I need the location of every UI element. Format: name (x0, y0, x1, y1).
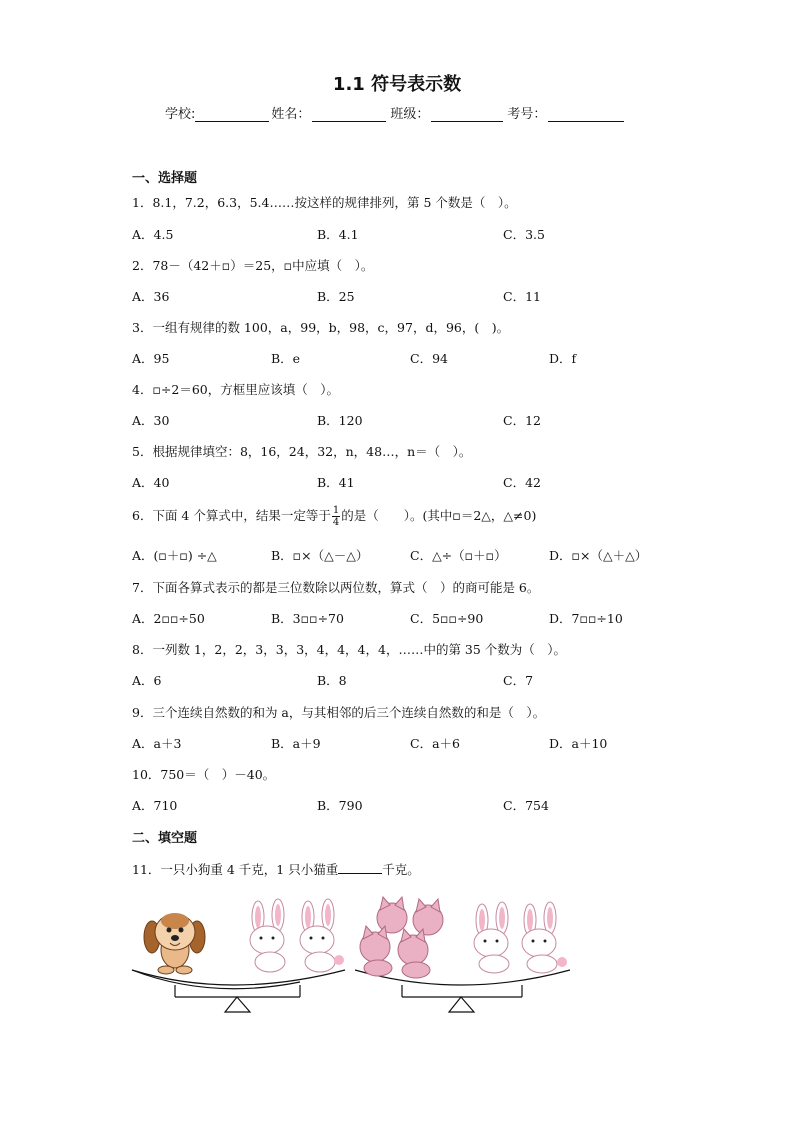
q6-option-d[interactable]: D．▫×（△＋△） (549, 548, 648, 563)
q6-text-a: 6．下面 4 个算式中，结果一定等于 (132, 508, 331, 523)
page-title: 1.1 符号表示数 (332, 74, 462, 95)
q1-option-c[interactable]: C．3.5 (503, 227, 545, 242)
q7-option-a[interactable]: A．2▫▫÷50 (132, 611, 205, 626)
question-2: 2．78－（42＋▫）＝25，▫中应填（ ）。 (132, 258, 374, 273)
question-7: 7．下面各算式表示的都是三位数除以两位数，算式（ ）的商可能是 6。 (132, 580, 540, 595)
q4-option-c[interactable]: C．12 (503, 413, 541, 428)
q11-text-a: 11．一只小狗重 4 千克，1 只小猫重 (132, 862, 339, 877)
question-9: 9．三个连续自然数的和为 a，与其相邻的后三个连续自然数的和是（ ）。 (132, 705, 546, 720)
q9-option-c[interactable]: C．a＋6 (410, 736, 460, 751)
left-balance (132, 970, 345, 1012)
q10-option-a[interactable]: A．710 (132, 798, 178, 813)
rabbit-icon (250, 899, 285, 972)
q7-option-b[interactable]: B．3▫▫÷70 (271, 611, 344, 626)
right-balance (355, 970, 570, 1012)
question-3: 3．一组有规律的数 100，a，99，b，98，c，97，d，96，( )。 (132, 320, 510, 335)
rabbit-icon (474, 902, 509, 973)
q6-option-a[interactable]: A．(▫＋▫) ÷△ (132, 548, 217, 563)
q10-option-b[interactable]: B．790 (317, 798, 363, 813)
q3-option-d[interactable]: D．f (549, 351, 577, 366)
q9-option-d[interactable]: D．a＋10 (549, 736, 608, 751)
fraction-denominator: 4 (332, 517, 340, 528)
cat-icon (360, 926, 392, 976)
cat-icon (377, 897, 407, 933)
rabbit-icon (522, 902, 567, 973)
rabbit-icon (300, 899, 344, 972)
left-fulcrum (225, 997, 250, 1012)
q11-text-b: 千克。 (382, 862, 420, 877)
question-4: 4．▫÷2＝60，方框里应该填（ ）。 (132, 382, 340, 397)
q8-option-c[interactable]: C．7 (503, 673, 534, 688)
dog-icon (144, 913, 205, 974)
q6-option-c[interactable]: C．△÷（▫＋▫） (410, 548, 507, 563)
question-10: 10．750＝（ ）－40。 (132, 767, 276, 782)
q3-option-a[interactable]: A．95 (132, 351, 170, 366)
fraction-numerator: 1 (332, 505, 340, 516)
q9-option-b[interactable]: B．a＋9 (271, 736, 321, 751)
q8-option-b[interactable]: B．8 (317, 673, 347, 688)
number-label: 考号： (507, 107, 547, 122)
class-label: 班级： (390, 107, 430, 122)
name-label: 姓名： (271, 107, 311, 122)
q2-option-b[interactable]: B．25 (317, 289, 355, 304)
q6-option-b[interactable]: B．▫×（△－△） (271, 548, 369, 563)
q1-option-a[interactable]: A．4.5 (132, 227, 174, 242)
q5-option-b[interactable]: B．41 (317, 475, 355, 490)
q4-option-a[interactable]: A．30 (132, 413, 170, 428)
left-pan-left (132, 970, 300, 989)
q6-text-b: 的是（ ）。(其中▫＝2△，△≠0) (341, 508, 537, 523)
q2-option-a[interactable]: A．36 (132, 289, 170, 304)
q5-option-a[interactable]: A．40 (132, 475, 170, 490)
q2-option-c[interactable]: C．11 (503, 289, 541, 304)
q4-option-b[interactable]: B．120 (317, 413, 363, 428)
question-1: 1．8.1，7.2，6.3，5.4……按这样的规律排列，第 5 个数是（ ）。 (132, 195, 517, 210)
q3-option-c[interactable]: C．94 (410, 351, 448, 366)
question-8: 8．一列数 1，2，2，3，3，3，4，4，4，4，……中的第 35 个数为（ ）。 (132, 642, 567, 657)
question-5: 5．根据规律填空：8，16，24，32，n，48…，n＝（ ）。 (132, 444, 472, 459)
q7-option-c[interactable]: C．5▫▫÷90 (410, 611, 484, 626)
section-heading-fill: 二、填空题 (132, 831, 198, 846)
cat-icon (398, 929, 430, 978)
right-fulcrum (449, 997, 474, 1012)
q1-option-b[interactable]: B．4.1 (317, 227, 359, 242)
q8-option-a[interactable]: A．6 (132, 673, 162, 688)
school-label: 学校: (165, 107, 196, 122)
q7-option-d[interactable]: D．7▫▫÷10 (549, 611, 623, 626)
q10-option-c[interactable]: C．754 (503, 798, 549, 813)
q5-option-c[interactable]: C．42 (503, 475, 541, 490)
q9-option-a[interactable]: A．a＋3 (132, 736, 182, 751)
section-heading-choice: 一、选择题 (132, 171, 198, 186)
cat-icon (413, 899, 443, 935)
q3-option-b[interactable]: B．e (271, 351, 301, 366)
